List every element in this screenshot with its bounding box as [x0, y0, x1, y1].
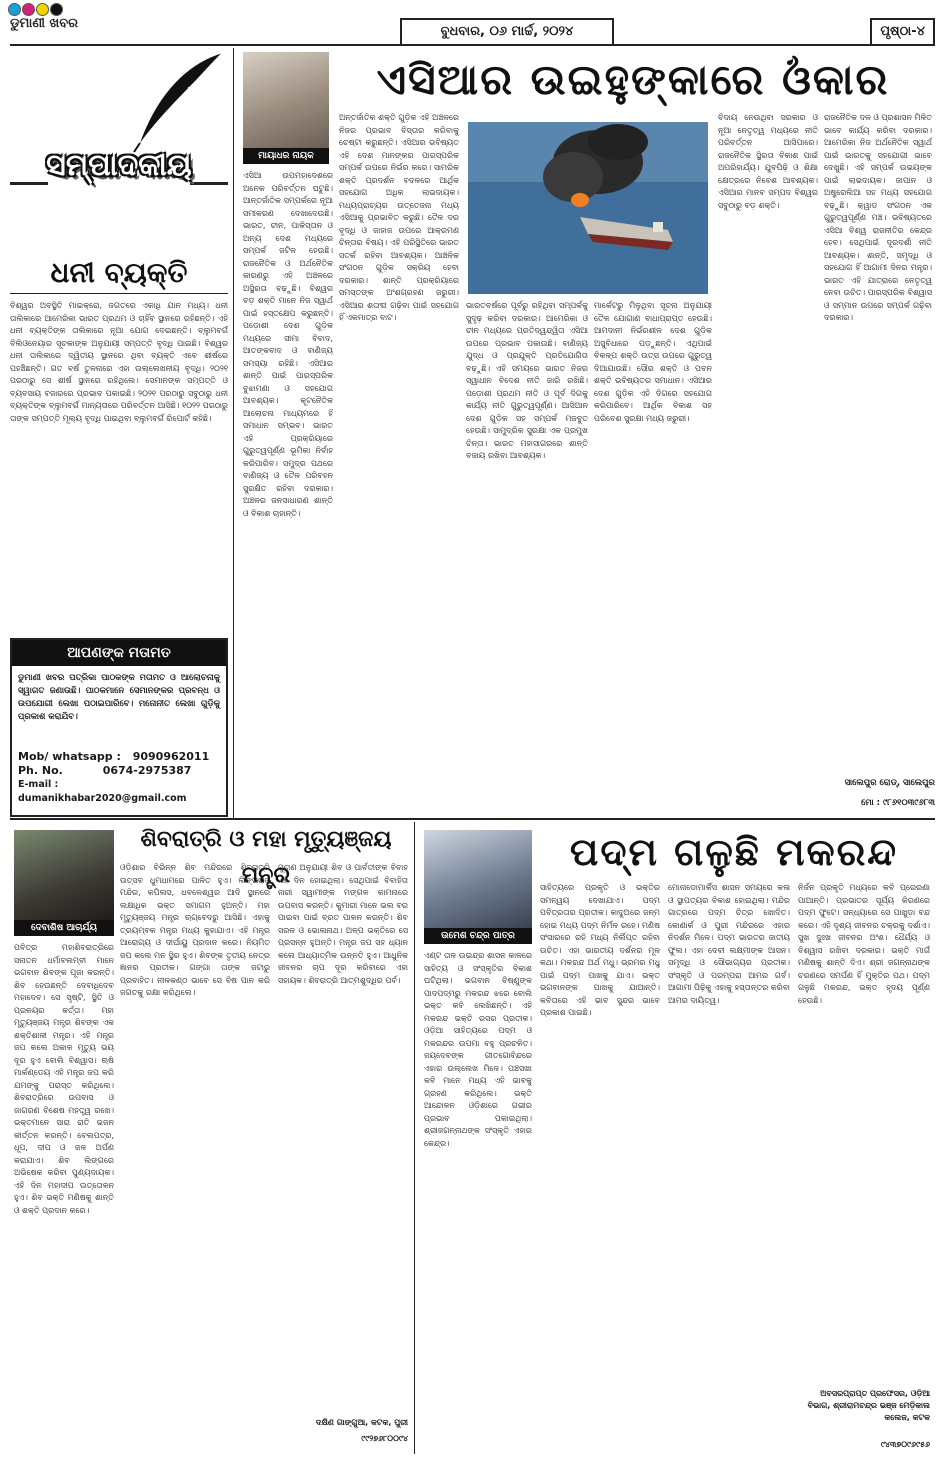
article3-byline: ଅବସରପ୍ରାପ୍ତ ପ୍ରଫେସର, ଓଡ଼ିଆ ବିଭାଗ, ଶ୍ରୀରାମଚନ୍ଦ୍ର ଭଞ୍ଜ ମେଡ଼ିକାଲ କଲେଜ, କଟକ — [807, 1389, 930, 1422]
page-header — [10, 12, 935, 44]
article3-phone: ୯୪୩୭୦୯୬୯୫୬ — [880, 1440, 930, 1449]
editorial-label: ସମ୍ପାଦକୀୟ — [46, 148, 192, 183]
tanker-fire-photo — [468, 122, 708, 294]
contact-email — [18, 778, 220, 806]
issue-date: ବୁଧବାର, ୦୬ ମାର୍ଚ୍ଚ, ୨୦୨୪ — [400, 18, 614, 46]
editorial-label-box — [10, 128, 228, 240]
author-photo-1 — [243, 52, 329, 148]
author-photo-2 — [14, 830, 114, 920]
contact-phone — [18, 764, 220, 778]
editorial-title-rule — [10, 293, 228, 294]
editorial-title: ଧନୀ ବ୍ୟକ୍ତି — [50, 256, 188, 289]
article3-col4: ନିର୍ଜନ ପ୍ରକୃତି ମଧ୍ୟରେ କବି ପ୍ରେରଣା ପାଆନ୍ତି। ପ୍ରଭାତର ସୂର୍ଯ୍ୟ କିରଣରେ ପଦ୍ମ ଫୁଟେ। ସନ୍ଧ୍ୟାରେ ସେ ପାଖୁଡ଼ା ବନ୍ଦ କରେ। ଏହି ଦୃଶ୍ୟ ଜୀବନର ଚକ୍ରକୁ ଦର୍ଶାଏ। ସୁଖ ଦୁଃଖ ଜୀବନର ଅଂଶ। ଧୈର୍ଯ୍ୟ ଓ ବିଶ୍ୱାସ ରଖିବା ଦରକାର। ଭକ୍ତି ମାର୍ଗ ମଣିଷକୁ ଶାନ୍ତି ଦିଏ। ଶ୍ରୀ ଜଗନ୍ନାଥଙ୍କ ଚରଣରେ ସମର୍ପଣ ହିଁ ମୁକ୍ତିର ପଥ। ପଦ୍ମ ଗଳୁଛି ମକରନ୍ଦ, ଭକ୍ତ ହୃଦୟ ପୂର୍ଣ୍ଣ ହେଉଛି। — [798, 883, 930, 1005]
opinion-title: ଆପଣଙ୍କ ମତାମତ — [12, 640, 226, 666]
author-caption-2: ଦେବାଶିଷ ଆଚାର୍ଯ୍ୟ — [14, 920, 114, 936]
editorial-body: ବିଶ୍ୱର ଅବସ୍ଥିତି ମାଇକ୍ରୋ, ଜଗତରେ ଏକାଧି ଯାନ ମଧ୍ୟ। ଧନୀ ତାଲିକାରେ ଆମେରିକା ଭାରତ ପ୍ରଥମ ଓ ଚାହିଁବ ସ୍ଥାନରେ ରହିଛନ୍ତି। ଏହି ଧନୀ ବ୍ୟକ୍ତିଙ୍କ ତାଲିକାରେ ନୂଆ ଯୋଗ ଦେଇଛନ୍ତି। ବ୍ଲୁମବର୍ଗ ବିଲିଓନେୟାର ସୂଚକାଙ୍କ ଅନୁଯାୟୀ ସମ୍ପତ୍ତି ବୃଦ୍ଧି ପାଇଛି। ବିଶ୍ୱର ଧନୀ ତାଲିକାରେ ଦ୍ୱିତୀୟ ସ୍ଥାନରେ ଥିବା ବ୍ୟକ୍ତି ଏବେ ଶୀର୍ଷରେ ପହଞ୍ଚିଛନ୍ତି। ଗତ ବର୍ଷ ତୁଳନାରେ ଏହା ଉଲ୍ଲେଖନୀୟ ବୃଦ୍ଧି। ୨୦୨୧ ପରଠାରୁ ସେ ଶୀର୍ଷ ସ୍ଥାନରେ ରହିଥିଲେ। ସେମାନଙ୍କ ସମ୍ପତ୍ତି ଓ ବ୍ୟବସାୟ ବଜାରରେ ପ୍ରଭାବ ପକାଇଛି। ୨୦୨୧ ପରଠାରୁ ସବୁଠାରୁ ଧନୀ ବ୍ୟକ୍ତିଙ୍କ ବ୍ଲୁମବର୍ଗ ମାନ୍ୟତାରେ ପରିବର୍ତ୍ତନ ଆସିଛି। ୧୦୨୨ ପରଠାରୁ ତାଙ୍କ ସମ୍ପତ୍ତି ମୂଲ୍ୟ ବୃଦ୍ଧି ପାଇଥିବା ବ୍ଲୁମବର୍ଗ ରିପୋର୍ଟ କହିଛି। — [10, 301, 228, 423]
editorial-right-rule — [190, 182, 228, 185]
mobile-label: Mob/ whatsapp : — [18, 750, 121, 763]
phone-label: Ph. No. — [18, 764, 63, 777]
phone-number: 0674-2975387 — [102, 764, 192, 777]
opinion-body: ଡୁମାଣୀ ଖବର ପତ୍ରିକା ପାଠକଙ୍କ ମତାମତ ଓ ଆଲୋଚନାକୁ ସ୍ୱାଗତ ଜଣାଉଛି। ପାଠକମାନେ ସେମାନଙ୍କର ପ୍ରବନ୍ଧ ଓ ଉପଯୋଗୀ ଲେଖା ପଠାଇପାରିବେ। ମନୋନୀତ ଲେଖା ଗୁଡ଼ିକୁ ପ୍ରକାଶ କରାଯିବ। — [18, 673, 220, 722]
contact-block — [12, 748, 226, 808]
headline-1: ଏସିଆର ଉଇହୁଙ୍କାରେ ଓଁକାର — [376, 55, 890, 104]
editorial-panel — [10, 48, 228, 818]
section-divider — [10, 818, 935, 820]
article2-byline: ଦକ୍ଷିଣ ଗାଙ୍ଗୁଆ, କଟକ, ପୁରୀ — [315, 1418, 408, 1427]
contact-mobile — [18, 750, 220, 764]
article1-phone: ମୋ : ୯୮୬୧୦୩୯୬୮୩ — [861, 798, 935, 808]
article1-col4: ମାର୍କେଟରୁ ମିଳୁଥିବା ସୂଚନା ଅନୁଯାୟୀ ତୈଳ ଯୋଗାଣ ବାଧାପ୍ରାପ୍ତ ହେଉଛି। ଆମଦାନୀ ନିର୍ଭରଶୀଳ ଦେଶ ଗୁଡ଼ିକ ଅସୁବିଧାରେ ପଡ଼ୁଛନ୍ତି। ଏଥିପାଇଁ ବିକଳ୍ପ ଶକ୍ତି ଉତ୍ସ ଉପରେ ଗୁରୁତ୍ୱ ଦିଆଯାଉଛି। ସୌର ଶକ୍ତି ଓ ପବନ ଶକ୍ତି ଭବିଷ୍ୟତର ସମାଧାନ। ଏସିଆର ଦେଶ ଗୁଡ଼ିକ ଏହି ଦିଗରେ ସହଯୋଗ କରିପାରିବେ। ଆର୍ଥିକ ବିକାଶ ସହ ପରିବେଶ ସୁରକ୍ଷା ମଧ୍ୟ ଜରୁରୀ। — [594, 301, 712, 423]
sidebar-divider — [233, 48, 234, 818]
article1-byline: ସାଲେପୁର ରୋଡ୍, ସାଲେପୁର — [844, 778, 935, 788]
mobile-number: 9090962011 — [132, 750, 210, 763]
opinion-box — [10, 638, 228, 817]
article2-col2: ଓଡ଼ିଶାର ବିଭିନ୍ନ ଶିବ ମନ୍ଦିରରେ ଶିବରାତ୍ରି ଉତ୍ସବ ଧୁମଧାମରେ ପାଳିତ ହୁଏ। ଲିଙ୍ଗରାଜ ମନ୍ଦିର, କପିଳାସ, ଧବଳେଶ୍ୱର ଆଦି ସ୍ଥାନରେ ଲକ୍ଷାଧିକ ଭକ୍ତ ସମାଗମ ହୁଅନ୍ତି। ମହା ମୃତ୍ୟୁଞ୍ଜୟ ମନ୍ତ୍ର ଋଗ୍ବେଦରୁ ଆସିଛି। ଏହାକୁ ତ୍ରୟମ୍ବକ ମନ୍ତ୍ର ମଧ୍ୟ କୁହାଯାଏ। ଏହି ମନ୍ତ୍ର ଆରୋଗ୍ୟ ଓ ଦୀର୍ଘାୟୁ ପ୍ରଦାନ କରେ। ନିୟମିତ ଜପ କଲେ ମନ ସ୍ଥିର ହୁଏ। ଶିବଙ୍କ ତୃତୀୟ ନେତ୍ର ଜ୍ଞାନର ପ୍ରତୀକ। ଗଙ୍ଗା ତାଙ୍କ ଜଟାରୁ ପ୍ରବାହିତ। ନୀଳକଣ୍ଠ ଭାବେ ସେ ବିଷ ପାନ କରି ଜଗତକୁ ରକ୍ଷା କରିଥିଲେ। — [120, 863, 270, 997]
article3-col3: ମୋନାଡୋମାର୍କିସ ଶାସନ ସମୟରେ କଳା ଓ ସ୍ଥାପତ୍ୟର ବିକାଶ ହୋଇଥିଲା। ମନ୍ଦିର ଗାତ୍ରରେ ପଦ୍ମ ଚିତ୍ର ଖୋଦିତ। କୋଣାର୍କ ଓ ପୁରୀ ମନ୍ଦିରରେ ଏହାର ନିଦର୍ଶନ ମିଳେ। ପଦ୍ମ ଭାରତର ଜାତୀୟ ଫୁଲ। ଏହା ଦେବୀ ଲକ୍ଷ୍ମୀଙ୍କ ଆସନ। ସମୃଦ୍ଧି ଓ ସୌଭାଗ୍ୟର ପ୍ରତୀକ। ସଂସ୍କୃତି ଓ ପରମ୍ପରା ଆମର ଗର୍ବ। ଆଗାମୀ ପିଢ଼ିକୁ ଏହାକୁ ହସ୍ତାନ୍ତର କରିବା ଆମର ଦାୟିତ୍ୱ। — [668, 883, 790, 1005]
email-address[interactable]: dumanikhabar2020@gmail.com — [18, 793, 187, 804]
headline-3: ପଦ୍ମ ଗଳୁଛି ମକରନ୍ଦ — [569, 830, 899, 874]
bottom-divider — [414, 822, 415, 1454]
email-label: E-mail : — [18, 779, 59, 790]
article2-col1: ପବିତ୍ର ମହାଶିବରାତ୍ରିରେ ସନାତନ ଧର୍ମାବଲମ୍ବୀ ମାନେ ଭଗବାନ ଶିବଙ୍କ ପୂଜା କରନ୍ତି। ଶିବ ହେଉଛନ୍ତି ଦେବାଧିଦେବ ମହାଦେବ। ସେ ସୃଷ୍ଟି, ସ୍ଥିତି ଓ ପ୍ରଳୟର କର୍ତ୍ତା। ମହା ମୃତ୍ୟୁଞ୍ଜୟ ମନ୍ତ୍ର ଶିବଙ୍କ ଏକ ଶକ୍ତିଶାଳୀ ମନ୍ତ୍ର। ଏହି ମନ୍ତ୍ର ଜପ କଲେ ଅକାଳ ମୃତ୍ୟୁ ଭୟ ଦୂର ହୁଏ ବୋଲି ବିଶ୍ୱାସ। ଋଷି ମାର୍କଣ୍ଡେୟ ଏହି ମନ୍ତ୍ର ଜପ କରି ଯମଙ୍କୁ ପରାସ୍ତ କରିଥିଲେ। ଶିବରାତ୍ରିରେ ଉପବାସ ଓ ଜାଗରଣ ବିଶେଷ ମହତ୍ତ୍ୱ ରଖେ। ଭକ୍ତମାନେ ସାରା ରାତି ଭଜନ କୀର୍ତ୍ତନ କରନ୍ତି। ବେଲପତ୍ର, ଧୂପ, ଦୀପ ଓ ଜଳ ଅର୍ପଣ କରାଯାଏ। ଶିବ ଲିଙ୍ଗରେ ଅଭିଷେକ କରିବା ପୁଣ୍ୟଦାୟକ। ଏହି ଦିନ ମହାଦୀପ ଉତ୍ତୋଳନ ହୁଏ। ଶିବ ଭକ୍ତି ମଣିଷକୁ ଶାନ୍ତି ଓ ଶକ୍ତି ପ୍ରଦାନ କରେ। — [14, 943, 114, 1215]
author-caption-1: ମାୟାଧର ନାୟକ — [243, 148, 329, 164]
article3-col2: ସାହିତ୍ୟରେ ପ୍ରକୃତି ଓ ଭକ୍ତିର ସମନ୍ୱୟ ଦେଖାଯାଏ। ପଦ୍ମ ପବିତ୍ରତାର ପ୍ରତୀକ। କାଦୁଅରେ ଜନ୍ମ ହୋଇ ମଧ୍ୟ ପଦ୍ମ ନିର୍ମଳ ରହେ। ମଣିଷ ସଂସାରରେ ରହି ମଧ୍ୟ ନିର୍ଲିପ୍ତ ରହିବା ଉଚିତ। ଏହା ଭାରତୀୟ ଦର୍ଶନର ମୂଳ କଥା। ମକରନ୍ଦ ଅର୍ଥ ମଧୁ। ଭ୍ରମର ମଧୁ ପାଇଁ ପଦ୍ମ ପାଖକୁ ଯାଏ। ଭକ୍ତ ଭଗବାନଙ୍କ ପାଖକୁ ଯାଆନ୍ତି। କବିତାରେ ଏହି ଭାବ ସୁନ୍ଦର ଭାବେ ପ୍ରକାଶ ପାଇଛି। — [540, 883, 660, 1017]
article1-col5: ବିଦାୟ ନେଉଥିବା ସରକାର ଓ ନୂଆ ନେତୃତ୍ୱ ମଧ୍ୟରେ ନୀତି ପରିବର୍ତ୍ତନ ଆସିପାରେ। ରାଜନୈତିକ ସ୍ଥିରତା ବିକାଶ ପାଇଁ ଅପରିହାର୍ଯ୍ୟ। ଯୁବପିଢ଼ି ଓ ଶିକ୍ଷା କ୍ଷେତ୍ରରେ ନିବେଶ ଆବଶ୍ୟକ। ଏସିଆର ମାନବ ସମ୍ପଦ ବିଶ୍ୱର ସବୁଠାରୁ ବଡ଼ ଶକ୍ତି। — [718, 113, 818, 210]
article2-col3: ପୁରାଣ ଅନୁଯାୟୀ ଶିବ ଓ ପାର୍ବତୀଙ୍କ ବିବାହ ଏହି ଦିନ ହୋଇଥିଲା। ସେଥିପାଇଁ ବିବାହିତା ନାରୀ ସ୍ୱାମୀଙ୍କ ମଙ୍ଗଳ କାମନାରେ ଉପବାସ କରନ୍ତି। କୁମାରୀ ମାନେ ଭଲ ବର ପାଇବା ପାଇଁ ବ୍ରତ ପାଳନ କରନ୍ତି। ଶିବ ସରଳ ଓ ଭୋଳାନାଥ। ଅଳ୍ପ ଭକ୍ତିରେ ସେ ପ୍ରସନ୍ନ ହୁଅନ୍ତି। ମନ୍ତ୍ର ଜପ ସହ ଧ୍ୟାନ କଲେ ଆଧ୍ୟାତ୍ମିକ ଉନ୍ନତି ହୁଏ। ଆଧୁନିକ ଜୀବନର ଚାପ ଦୂର କରିବାରେ ଏହା ସହାୟକ। ଶିବରାତ୍ରି ଆତ୍ମଶୁଦ୍ଧିର ପର୍ବ। — [278, 863, 408, 985]
author-caption-3: ଉମେଶ ଚନ୍ଦ୍ର ପାତ୍ର — [424, 928, 532, 944]
headline-2: ଶିବରାତ୍ରି ଓ ମହା ମୃତ୍ୟୁଞ୍ଜୟ ମନ୍ତ୍ର — [140, 827, 392, 888]
section-name: ଡୁମାଣୀ ଖବର — [10, 16, 78, 31]
header-rule — [10, 44, 935, 46]
article1-col6: ରାଜନୈତିକ ଦଳ ଓ ପ୍ରଶାସନ ମିଳିତ ଭାବେ କାର୍ଯ୍ୟ କରିବା ଦରକାର। ଆମେରିକା ନିଜ ଅର୍ଥନୈତିକ ସ୍ୱାର୍ଥ ପାଇଁ ଭାରତକୁ ସହଯୋଗୀ ଭାବେ ଦେଖୁଛି। ଏହି ସମ୍ପର୍କ ଉଭୟଙ୍କ ପାଇଁ ଲାଭଦାୟକ। ଜାପାନ ଓ ଅଷ୍ଟ୍ରେଲିଆ ସହ ମଧ୍ୟ ସହଯୋଗ ବଢ଼ୁଛି। କ୍ୱାଡ ସଂଗଠନ ଏକ ଗୁରୁତ୍ୱପୂର୍ଣ୍ଣ ମଞ୍ଚ। ଭବିଷ୍ୟତରେ ଏସିଆ ବିଶ୍ୱ ରାଜନୀତିର କେନ୍ଦ୍ର ହେବ। ସେଥିପାଇଁ ଦୂରଦର୍ଶୀ ନୀତି ଆବଶ୍ୟକ। ଶାନ୍ତି, ସମୃଦ୍ଧି ଓ ସହଯୋଗ ହିଁ ଆଗାମୀ ଦିନର ମନ୍ତ୍ର। ଭାରତ ଏହି ଯାତ୍ରାରେ ନେତୃତ୍ୱ ନେବା ଉଚିତ। ପାରସ୍ପରିକ ବିଶ୍ୱାସ ଓ ସମ୍ମାନ ଉପରେ ସମ୍ପର୍କ ଗଢ଼ିବା ଦରକାର। — [824, 113, 932, 322]
article1-col2: ଅନ୍ତର୍ଜାତିକ ଶକ୍ତି ଗୁଡ଼ିକ ଏହି ଅଞ୍ଚଳରେ ନିଜର ପ୍ରଭାବ ବିସ୍ତାର କରିବାକୁ ଚେଷ୍ଟା କରୁଛନ୍ତି। ଏସିଆର ଭବିଷ୍ୟତ ଏହି ଦେଶ ମାନଙ୍କର ପାରସ୍ପରିକ ସମ୍ପର୍କ ଉପରେ ନିର୍ଭର କରେ। ସାମରିକ ଶକ୍ତି ପ୍ରଦର୍ଶନ ବଦଳରେ ଆର୍ଥିକ ସହଯୋଗ ଅଧିକ ଲାଭଦାୟକ। ମଧ୍ୟପ୍ରାଚ୍ୟର ଉତ୍ତେଜନା ମଧ୍ୟ ଏସିଆକୁ ପ୍ରଭାବିତ କରୁଛି। ତୈଳ ଦର ବୃଦ୍ଧି ଓ ଜାହାଜ ଉପରେ ଆକ୍ରମଣ ଚିନ୍ତାର ବିଷୟ। ଏହି ପରିସ୍ଥିତିରେ ଭାରତ ସତର୍କ ରହିବା ଆବଶ୍ୟକ। ଆଞ୍ଚଳିକ ସଂଗଠନ ଗୁଡ଼ିକ ସକ୍ରିୟ ହେବା ଦରକାର। ଶାନ୍ତି ପ୍ରକ୍ରିୟାରେ ସମସ୍ତଙ୍କ ଅଂଶଗ୍ରହଣ ଜରୁରୀ। ଏସିଆର ଶତାବ୍ଦୀ ଗଢ଼ିବା ପାଇଁ ସହଯୋଗ ହିଁ ଏକମାତ୍ର ବାଟ। — [339, 113, 459, 322]
article2-phone: ୯୯୨୭୬୮୦୦୯୪ — [361, 1434, 408, 1443]
article1-col1: ଏସିଆ ଉପମହାଦେଶରେ ଅନେକ ପରିବର୍ତ୍ତନ ଘଟୁଛି। ଆନ୍ତର୍ଜାତିକ ସମ୍ପର୍କରେ ନୂଆ ସମୀକରଣ ଦେଖାଦେଉଛି। ଭାରତ, ଚୀନ, ପାକିସ୍ତାନ ଓ ଅନ୍ୟ ଦେଶ ମଧ୍ୟରେ ସମ୍ପର୍କ ଜଟିଳ ହେଉଛି। ରାଜନୈତିକ ଓ ଅର୍ଥନୈତିକ କାରଣରୁ ଏହି ଅଞ୍ଚଳରେ ଅସ୍ଥିରତା ବଢ଼ୁଛି। ବିଶ୍ୱର ବଡ଼ ଶକ୍ତି ମାନେ ନିଜ ସ୍ୱାର୍ଥ ପାଇଁ ହସ୍ତକ୍ଷେପ କରୁଛନ୍ତି। ପଡ଼ୋଶୀ ଦେଶ ଗୁଡ଼ିକ ମଧ୍ୟରେ ସୀମା ବିବାଦ, ଆତଙ୍କବାଦ ଓ ବାଣିଜ୍ୟ ସମସ୍ୟା ରହିଛି। ଏସିଆର ଶାନ୍ତି ପାଇଁ ପାରସ୍ପରିକ ବୁଝାମଣା ଓ ସହଯୋଗ ଆବଶ୍ୟକ। କୂଟନୈତିକ ଆଲୋଚନା ମାଧ୍ୟମରେ ହିଁ ସମାଧାନ ସମ୍ଭବ। ଭାରତ ଏହି ପ୍ରକ୍ରିୟାରେ ଗୁରୁତ୍ୱପୂର୍ଣ୍ଣ ଭୂମିକା ନିର୍ବାହ କରିପାରିବ। ସମୁଦ୍ର ପଥରେ ବାଣିଜ୍ୟ ଓ ତୈଳ ପରିବହନ ସୁରକ୍ଷିତ ରହିବା ଦରକାର। ଅଞ୍ଚଳର ଜନସାଧାରଣ ଶାନ୍ତି ଓ ବିକାଶ ଚାହାନ୍ତି। — [243, 171, 333, 518]
article1-col3: ଭାରତବର୍ଷରେ ପୂର୍ବରୁ ରହିଥିବା ସମ୍ପର୍କକୁ ସୁଦୃଢ଼ କରିବା ଦରକାର। ଆମେରିକା ଓ ଚୀନ ମଧ୍ୟରେ ପ୍ରତିଦ୍ୱନ୍ଦ୍ୱିତା ଏସିଆ ଉପରେ ପ୍ରଭାବ ପକାଉଛି। ବାଣିଜ୍ୟ ଯୁଦ୍ଧ ଓ ପ୍ରଯୁକ୍ତି ପ୍ରତିଯୋଗିତା ବଢ଼ୁଛି। ଏହି ସମୟରେ ଭାରତ ନିଜର ସ୍ୱାଧୀନ ବିଦେଶ ନୀତି ଜାରି ରଖିଛି। ପଡ଼ୋଶୀ ପ୍ରଥମ ନୀତି ଓ ପୂର୍ବ ଦିଗକୁ କାର୍ଯ୍ୟ ନୀତି ଗୁରୁତ୍ୱପୂର୍ଣ୍ଣ। ଆସିଆନ ଦେଶ ଗୁଡ଼ିକ ସହ ସମ୍ପର୍କ ମଜବୁତ ହେଉଛି। ସାମୁଦ୍ରିକ ସୁରକ୍ଷା ଏକ ପ୍ରମୁଖ ଚିନ୍ତା। ଭାରତ ମହାସାଗରରେ ଶାନ୍ତି ବଜାୟ ରଖିବା ଆବଶ୍ୟକ। — [466, 301, 588, 460]
author-photo-3 — [424, 830, 532, 928]
editorial-left-rule — [10, 182, 48, 185]
page-number: ପୃଷ୍ଠା-୪ — [870, 18, 935, 46]
article3-col1: ଏଣ୍ଟ ତାଳ ଉଇନ୍ଦ୍ର ଶାସନ କାଳରେ ସାହିତ୍ୟ ଓ ସଂସ୍କୃତିର ବିକାଶ ଘଟିଥିଲା। ଭଗବାନ ବିଷ୍ଣୁଙ୍କ ପାଦପଦ୍ମରୁ ମକରନ୍ଦ ଝରେ ବୋଲି ଭକ୍ତ କବି ଲେଖିଛନ୍ତି। ଏହି ମକରନ୍ଦ ଭକ୍ତି ରସର ପ୍ରତୀକ। ଓଡ଼ିଆ ସାହିତ୍ୟରେ ପଦ୍ମ ଓ ମକରନ୍ଦର ଉପମା ବହୁ ପ୍ରଚଳିତ। ଜୟଦେବଙ୍କ ଗୀତଗୋବିନ୍ଦରେ ଏହାର ଉଲ୍ଲେଖ ମିଳେ। ପଞ୍ଚସଖା କବି ମାନେ ମଧ୍ୟ ଏହି ଭାବକୁ ଗ୍ରହଣ କରିଥିଲେ। ଭକ୍ତି ଆନ୍ଦୋଳନ ଓଡ଼ିଶାରେ ଗଭୀର ପ୍ରଭାବ ପକାଇଥିଲା। ଶ୍ରୀଜଗନ୍ନାଥଙ୍କ ସଂସ୍କୃତି ଏହାର କେନ୍ଦ୍ର। — [424, 951, 532, 1148]
